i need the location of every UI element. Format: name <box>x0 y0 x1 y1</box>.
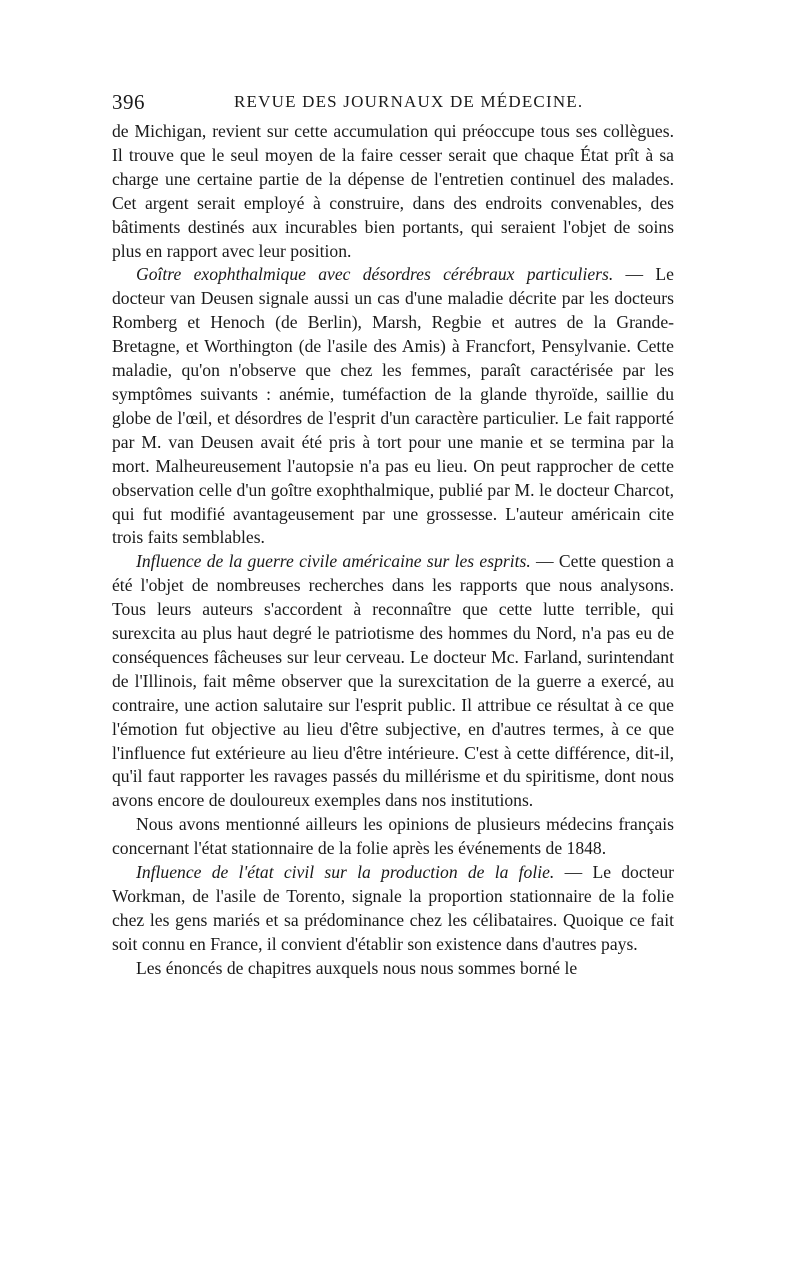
section-title-guerre: Influence de la guerre civile américaine sur les esprits. <box>136 551 531 572</box>
paragraph-text: — Le docteur Workman, de l'asile de Torento, signale la proportion stationnaire de la folie chez les gens mariés et sa prédominance chez les célibataires. Quoique ce fait soit connu en France, il convient d'établir son existence dans d'autres pays. <box>112 862 675 954</box>
paragraph-guerre-civile <box>112 550 674 813</box>
page-header <box>112 90 674 120</box>
paragraph-medecins-francais <box>112 813 674 861</box>
paragraph-text: Nous avons mentionné ailleurs les opinions de plusieurs médecins français concernant l'état stationnaire de la folie après les événements de 1848. <box>112 814 674 859</box>
page-number: 396 <box>112 90 145 114</box>
book-page <box>112 90 674 981</box>
paragraph-etat-civil <box>112 861 674 957</box>
section-title-etat-civil: Influence de l'état civil sur la production de la folie. <box>136 862 555 883</box>
running-title: REVUE DES JOURNAUX DE MÉDECINE. <box>234 92 584 111</box>
paragraph-goitre <box>112 263 674 550</box>
paragraph-enonces <box>112 957 674 981</box>
paragraph-text: — Le docteur van Deusen signale aussi un cas d'une maladie décrite par les docteurs Romberg et Henoch (de Berlin), Marsh, Regbie et autres de la Grande-Bretagne, et Worthington (de l'asile des Amis) à Francfort, Pensylvanie. Cette maladie, qu'on n'observe que chez les femmes, paraît caractérisée par les symptômes suivants : anémie, tuméfaction de la glande thyroïde, saillie du globe de l'œil, et désordres de l'esprit d'un caractère particulier. Le fait rapporté par M. van Deusen avait été pris à tort pour une manie et se termina par la mort. Malheureusement l'autopsie n'a pas eu lieu. On peut rapprocher de cette observation celle d'un goître exophthalmique, publié par M. le docteur Charcot, qui fut modifié avantageusement par une grossesse. L'auteur américain cite trois faits semblables. <box>112 264 674 548</box>
paragraph-text: — Cette question a été l'objet de nombreuses recherches dans les rapports que nous analysons. Tous leurs auteurs s'accordent à reconnaître que cette lutte terrible, qui surexcita au plus haut degré le patriotisme des hommes du Nord, n'a pas eu de conséquences fâcheuses sur leur cerveau. Le docteur Mc. Farland, surintendant de l'Illinois, fait même observer que la surexcitation de la guerre a exercé, au contraire, une action salutaire sur l'esprit public. Il attribue ce résultat à ce que l'émotion fut objective au lieu d'être subjective, en d'autres termes, à ce que l'influence fut extérieure au lieu d'être intérieure. C'est à cette différence, dit-il, qu'il faut rapporter les ravages passés du millérisme et du spiritisme, dont nous avons encore de douloureux exemples dans nos institutions. <box>112 551 674 811</box>
paragraph-continuation <box>112 120 674 263</box>
section-title-goitre: Goître exophthalmique avec désordres cérébraux particuliers. <box>136 264 614 285</box>
paragraph-text: Les énoncés de chapitres auxquels nous nous sommes borné le <box>136 957 578 978</box>
paragraph-text: de Michigan, revient sur cette accumulation qui préoccupe tous ses collègues. Il trouve que le seul moyen de la faire cesser serait que chaque État prît à sa charge une certaine partie de la dépense de l'entretien continuel des malades. Cet argent serait employé à construire, dans des endroits convenables, des bâtiments destinés aux incurables bien portants, qui seraient l'objet de soins plus en rapport avec leur position. <box>112 121 674 261</box>
